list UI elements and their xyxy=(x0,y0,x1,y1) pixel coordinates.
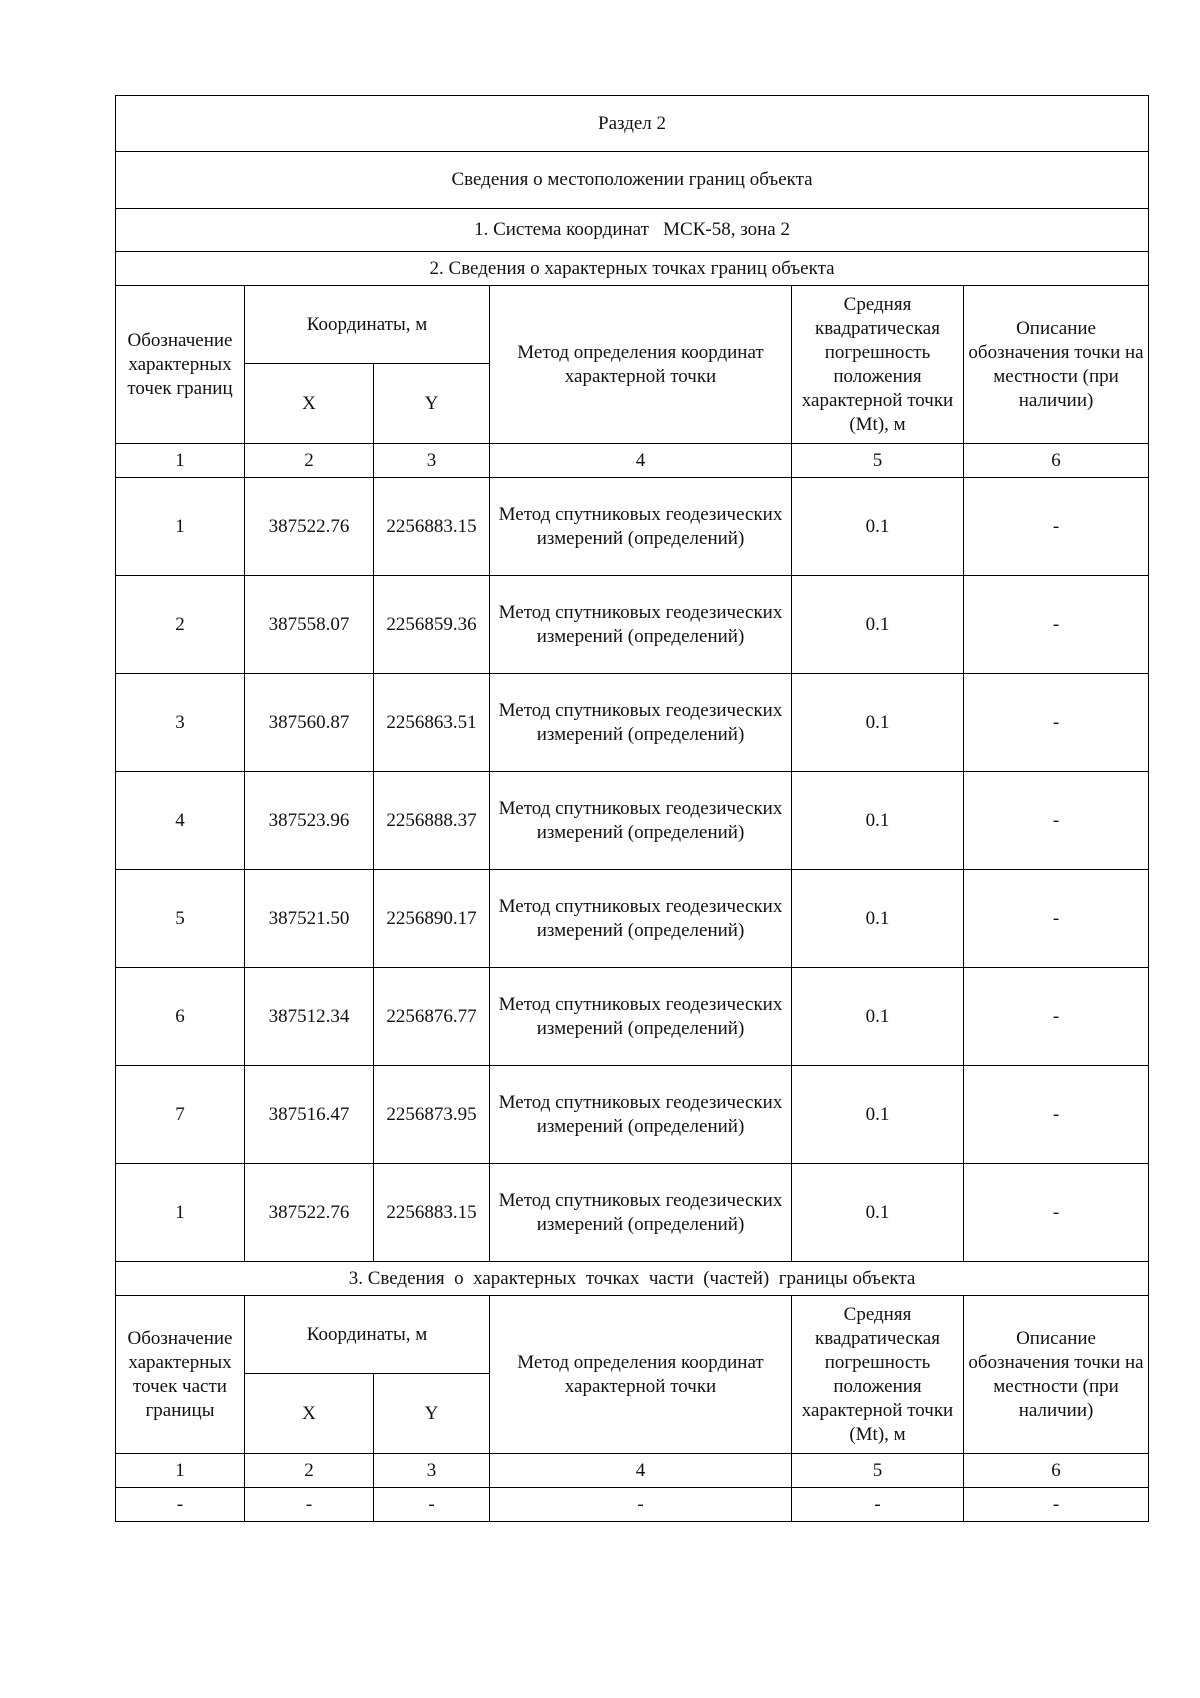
header-method: Метод определения координат характерной точки xyxy=(490,1296,792,1454)
column-number: 3 xyxy=(374,1454,490,1488)
parts-cell: - xyxy=(792,1488,964,1522)
column-number-row xyxy=(116,1454,1149,1488)
table-row xyxy=(116,1164,1149,1262)
point-method: Метод спутниковых геодезических измерений (определений) xyxy=(490,1164,792,1262)
boundary-table xyxy=(115,95,1149,1522)
column-number: 2 xyxy=(245,1454,374,1488)
column-number: 4 xyxy=(490,1454,792,1488)
header-y: Y xyxy=(374,364,490,444)
table-row xyxy=(116,674,1149,772)
point-method: Метод спутниковых геодезических измерений (определений) xyxy=(490,576,792,674)
point-x: 387522.76 xyxy=(245,478,374,576)
point-method: Метод спутниковых геодезических измерений (определений) xyxy=(490,968,792,1066)
section-subtitle: Сведения о местоположении границ объекта xyxy=(116,152,1149,209)
point-method: Метод спутниковых геодезических измерений (определений) xyxy=(490,478,792,576)
parts-cell: - xyxy=(490,1488,792,1522)
header-error: Средняя квадратическая погрешность положения характерной точки (Mt), м xyxy=(792,286,964,444)
table-row xyxy=(116,478,1149,576)
point-id: 6 xyxy=(116,968,245,1066)
header-method: Метод определения координат характерной точки xyxy=(490,286,792,444)
point-y: 2256890.17 xyxy=(374,870,490,968)
header-x: X xyxy=(245,364,374,444)
point-error: 0.1 xyxy=(792,1066,964,1164)
column-number: 6 xyxy=(964,1454,1149,1488)
table-row xyxy=(116,870,1149,968)
point-method: Метод спутниковых геодезических измерений (определений) xyxy=(490,1066,792,1164)
point-error: 0.1 xyxy=(792,576,964,674)
point-y: 2256863.51 xyxy=(374,674,490,772)
point-y: 2256883.15 xyxy=(374,478,490,576)
point-error: 0.1 xyxy=(792,674,964,772)
point-description: - xyxy=(964,478,1149,576)
point-description: - xyxy=(964,1164,1149,1262)
point-error: 0.1 xyxy=(792,870,964,968)
table-row xyxy=(116,1066,1149,1164)
column-number: 1 xyxy=(116,444,245,478)
table-row xyxy=(116,576,1149,674)
point-y: 2256888.37 xyxy=(374,772,490,870)
point-id: 5 xyxy=(116,870,245,968)
header-y: Y xyxy=(374,1374,490,1454)
table-row xyxy=(116,968,1149,1066)
parts-cell: - xyxy=(116,1488,245,1522)
point-method: Метод спутниковых геодезических измерений (определений) xyxy=(490,674,792,772)
header-coords: Координаты, м xyxy=(245,1296,490,1374)
point-description: - xyxy=(964,576,1149,674)
point-description: - xyxy=(964,1066,1149,1164)
point-y: 2256876.77 xyxy=(374,968,490,1066)
point-description: - xyxy=(964,674,1149,772)
point-description: - xyxy=(964,870,1149,968)
header-error: Средняя квадратическая погрешность положения характерной точки (Mt), м xyxy=(792,1296,964,1454)
column-number: 5 xyxy=(792,1454,964,1488)
point-error: 0.1 xyxy=(792,1164,964,1262)
point-error: 0.1 xyxy=(792,478,964,576)
parts-section-title: 3. Сведения о характерных точках части (частей) границы объекта xyxy=(116,1262,1149,1296)
parts-cell: - xyxy=(374,1488,490,1522)
points-section-title: 2. Сведения о характерных точках границ объекта xyxy=(116,252,1149,286)
point-y: 2256859.36 xyxy=(374,576,490,674)
coord-system-line: 1. Система координат МСК-58, зона 2 xyxy=(116,209,1149,252)
point-description: - xyxy=(964,772,1149,870)
point-x: 387516.47 xyxy=(245,1066,374,1164)
point-error: 0.1 xyxy=(792,968,964,1066)
point-x: 387522.76 xyxy=(245,1164,374,1262)
point-y: 2256883.15 xyxy=(374,1164,490,1262)
table-row xyxy=(116,772,1149,870)
document-page xyxy=(115,95,1148,1522)
point-method: Метод спутниковых геодезических измерений (определений) xyxy=(490,772,792,870)
parts-cell: - xyxy=(964,1488,1149,1522)
table-row xyxy=(116,1488,1149,1522)
point-error: 0.1 xyxy=(792,772,964,870)
header-point: Обозначение характерных точек части границы xyxy=(116,1296,245,1454)
parts-cell: - xyxy=(245,1488,374,1522)
point-y: 2256873.95 xyxy=(374,1066,490,1164)
column-number: 3 xyxy=(374,444,490,478)
header-point: Обозначение характерных точек границ xyxy=(116,286,245,444)
header-description: Описание обозначения точки на местности (при наличии) xyxy=(964,286,1149,444)
header-description: Описание обозначения точки на местности (при наличии) xyxy=(964,1296,1149,1454)
point-id: 3 xyxy=(116,674,245,772)
point-x: 387521.50 xyxy=(245,870,374,968)
point-id: 1 xyxy=(116,478,245,576)
column-number-row xyxy=(116,444,1149,478)
point-description: - xyxy=(964,968,1149,1066)
header-coords: Координаты, м xyxy=(245,286,490,364)
column-number: 1 xyxy=(116,1454,245,1488)
section-title: Раздел 2 xyxy=(116,96,1149,152)
point-id: 1 xyxy=(116,1164,245,1262)
point-method: Метод спутниковых геодезических измерений (определений) xyxy=(490,870,792,968)
point-x: 387512.34 xyxy=(245,968,374,1066)
column-number: 4 xyxy=(490,444,792,478)
point-id: 2 xyxy=(116,576,245,674)
point-id: 4 xyxy=(116,772,245,870)
point-x: 387558.07 xyxy=(245,576,374,674)
point-x: 387560.87 xyxy=(245,674,374,772)
column-number: 5 xyxy=(792,444,964,478)
point-id: 7 xyxy=(116,1066,245,1164)
header-x: X xyxy=(245,1374,374,1454)
column-number: 2 xyxy=(245,444,374,478)
column-number: 6 xyxy=(964,444,1149,478)
point-x: 387523.96 xyxy=(245,772,374,870)
